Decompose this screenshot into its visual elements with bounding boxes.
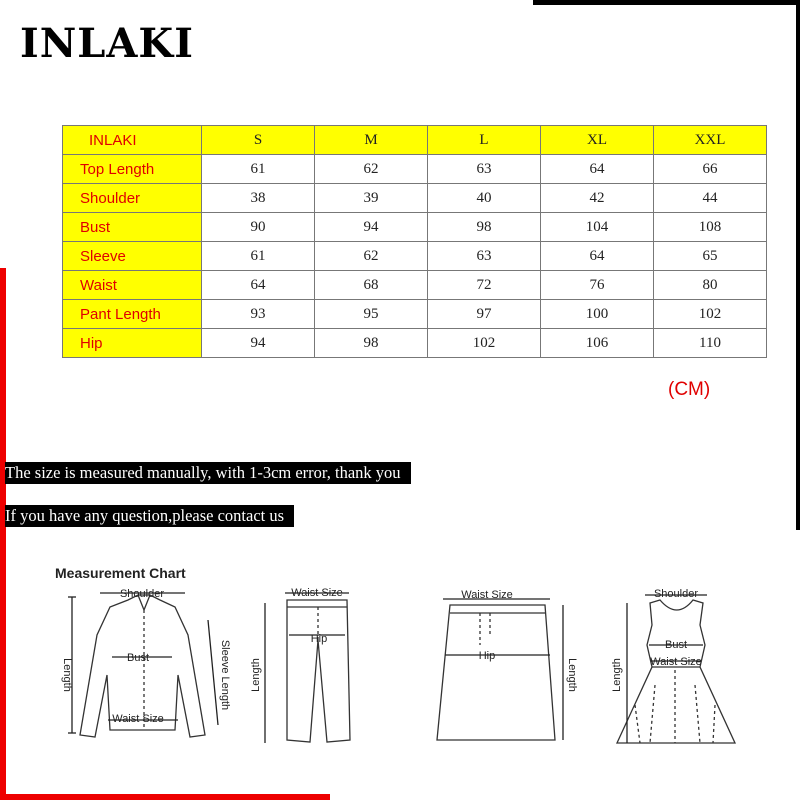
size-table [62, 125, 767, 358]
header-cell: XL [541, 126, 654, 155]
right-border-bar [796, 0, 800, 530]
table-cell: 102 [428, 329, 541, 358]
pants-waist-label: Waist Size [291, 587, 343, 599]
table-cell: 38 [202, 184, 315, 213]
table-row [63, 184, 767, 213]
shirt-waist-label: Waist Size [112, 713, 164, 725]
unit-label: (CM) [668, 379, 711, 400]
table-cell: 98 [428, 213, 541, 242]
table-cell: 98 [315, 329, 428, 358]
skirt-hip-label: Hip [478, 650, 496, 662]
note-contact-us: If you have any question,please contact us [5, 505, 294, 527]
table-cell: 65 [654, 242, 767, 271]
table-cell: 62 [315, 242, 428, 271]
row-label: Shoulder [63, 184, 202, 213]
table-cell: 108 [654, 213, 767, 242]
row-label: Hip [63, 329, 202, 358]
table-cell: 63 [428, 155, 541, 184]
table-cell: 93 [202, 300, 315, 329]
table-cell: 94 [315, 213, 428, 242]
row-label: Sleeve [63, 242, 202, 271]
shirt-sleeve-label: Sleeve Length [219, 639, 231, 711]
table-cell: 97 [428, 300, 541, 329]
table-cell: 42 [541, 184, 654, 213]
pants-diagram [250, 585, 365, 755]
pants-length-label: Length [250, 658, 262, 692]
table-cell: 72 [428, 271, 541, 300]
skirt-diagram [425, 585, 580, 755]
row-label: Pant Length [63, 300, 202, 329]
skirt-waist-label: Waist Size [461, 589, 513, 601]
header-cell: L [428, 126, 541, 155]
table-header-row [63, 126, 767, 155]
dress-bust-label: Bust [664, 639, 688, 651]
table-cell: 39 [315, 184, 428, 213]
table-row [63, 271, 767, 300]
table-cell: 64 [541, 242, 654, 271]
pants-hip-label: Hip [310, 633, 328, 645]
table-cell: 95 [315, 300, 428, 329]
header-cell: INLAKI [63, 126, 202, 155]
table-cell: 100 [541, 300, 654, 329]
header-cell: M [315, 126, 428, 155]
shirt-length-label: Length [61, 658, 73, 692]
row-label: Bust [63, 213, 202, 242]
table-cell: 94 [202, 329, 315, 358]
note-measurement-error: The size is measured manually, with 1-3cm error, thank you [5, 462, 411, 484]
table-cell: 106 [541, 329, 654, 358]
bottom-red-bar [0, 794, 330, 800]
table-cell: 64 [202, 271, 315, 300]
row-label: Top Length [63, 155, 202, 184]
shirt-bust-label: Bust [126, 652, 150, 664]
top-border-bar [533, 0, 800, 5]
table-cell: 68 [315, 271, 428, 300]
table-cell: 76 [541, 271, 654, 300]
table-cell: 66 [654, 155, 767, 184]
table-row [63, 329, 767, 358]
table-cell: 61 [202, 155, 315, 184]
table-cell: 64 [541, 155, 654, 184]
skirt-length-label: Length [566, 658, 578, 692]
table-row [63, 242, 767, 271]
dress-shoulder-label: Shoulder [653, 588, 699, 600]
table-cell: 80 [654, 271, 767, 300]
table-cell: 44 [654, 184, 767, 213]
header-cell: XXL [654, 126, 767, 155]
table-row [63, 213, 767, 242]
dress-waist-label: Waist Size [650, 656, 702, 668]
table-cell: 102 [654, 300, 767, 329]
table-cell: 61 [202, 242, 315, 271]
table-cell: 90 [202, 213, 315, 242]
table-cell: 40 [428, 184, 541, 213]
shirt-shoulder-label: Shoulder [119, 588, 165, 600]
left-red-bar [0, 268, 6, 800]
table-row [63, 155, 767, 184]
table-cell: 104 [541, 213, 654, 242]
dress-diagram [605, 585, 745, 755]
header-cell: S [202, 126, 315, 155]
table-cell: 63 [428, 242, 541, 271]
table-cell: 62 [315, 155, 428, 184]
shirt-diagram [50, 585, 230, 755]
table-row [63, 300, 767, 329]
table-cell: 110 [654, 329, 767, 358]
brand-logo: INLAKI [20, 20, 194, 67]
dress-length-label: Length [611, 658, 623, 692]
row-label: Waist [63, 271, 202, 300]
measurement-chart-title: Measurement Chart [55, 565, 186, 581]
